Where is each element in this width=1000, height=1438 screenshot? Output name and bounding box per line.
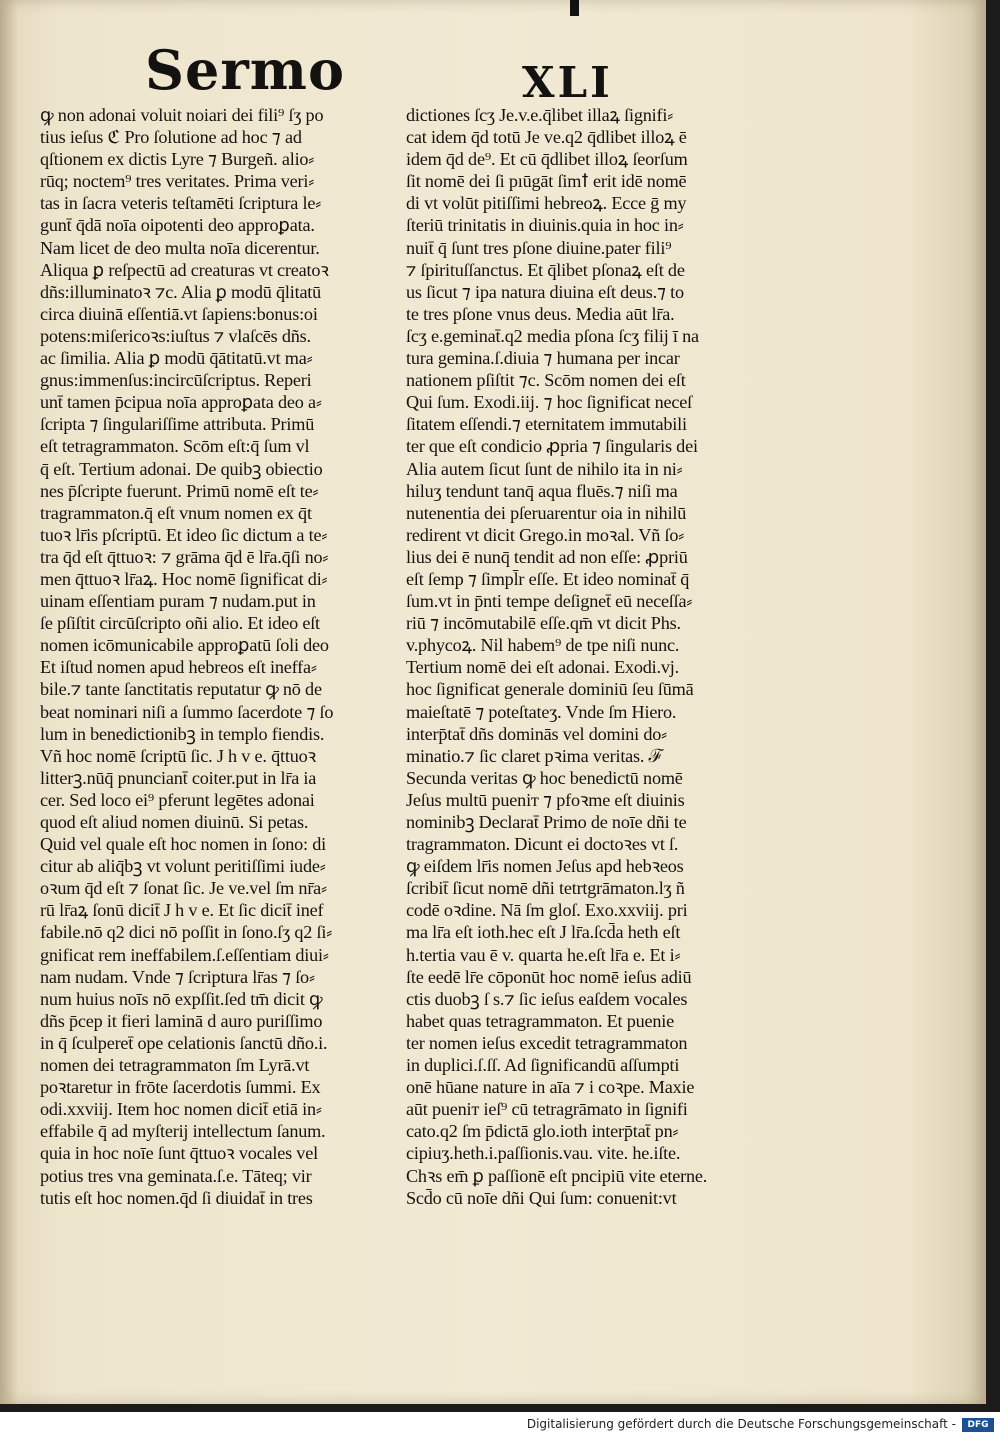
- text-line: tas in ſacra veteris teſtamēti ſcriptura le⸗: [40, 193, 322, 214]
- text-line: maieſtatē ⁊ poteſtateʒ. Vnde ſm Hiero.: [406, 701, 677, 722]
- text-line: dñs p̄cep it fieri laminā d auro puriſſimo: [40, 1010, 323, 1031]
- text-line: lius dei ē nunq̄ tendit ad non eſſe: ꝓpriū: [406, 546, 688, 567]
- text-line: fabile.nō q2 dici nō poſſit in ſono.ſʒ q2 ſi⸗: [40, 922, 333, 943]
- text-line: ter nomen ieſus excedit tetragrammaton: [406, 1032, 688, 1053]
- text-line: nomen dei tetragrammaton ſm Lyrā.vt: [40, 1055, 310, 1076]
- text-line: nam nudam. Vnde ⁊ ſcriptura lr̄as ⁊ ſo⸗: [40, 966, 315, 987]
- text-line: ꝙ non adonai voluit noiari dei fili⁹ ſʒ po: [40, 105, 324, 125]
- text-line: effabile q̄ ad myſterij intellectum ſanum.: [40, 1121, 326, 1142]
- text-line: odi.xxviij. Item hoc nomen dicit̄ etiā in⸗: [40, 1099, 322, 1120]
- text-line: nes p̄ſcripte fuerunt. Primū nomē eſt te⸗: [40, 480, 319, 501]
- text-line: Vñ hoc nomē ſcriptū ſic. J h v e. q̄ttuoꝛ: [40, 745, 316, 766]
- text-line: Alia autem ſicut ſunt de nihilo ita in ni⸗: [406, 458, 683, 479]
- text-line: riū ⁊ incōmutabilē eſſe.qm̄ vt dicit Phs.: [406, 613, 681, 634]
- text-line: circa diuinā eſſentiā.vt ſapiens:bonus:oi: [40, 303, 318, 324]
- text-line: Tertium nomē dei eſt adonai. Exodi.vj.: [406, 657, 679, 678]
- text-line: cer. Sed loco ei⁹ pferunt legētes adonai: [40, 789, 315, 810]
- text-line: uinam eſſentiam puram ⁊ nudam.put in: [40, 591, 316, 612]
- text-column-left: [40, 104, 400, 1209]
- text-line: Scd̄o cū noīe dñi Qui ſum: conuenit:vt: [406, 1187, 677, 1208]
- text-line: tura gemina.ſ.diuia ⁊ humana per incar: [406, 348, 680, 369]
- text-line: potens:miſericoꝛs:iuſtus ⁊ vlaſcēs dñs.: [40, 325, 311, 346]
- text-line: men q̄ttuoꝛ lr̄aꝝ. Hoc nomē ſignificat di⸗: [40, 568, 328, 589]
- text-line: Jeſus multū pueniт ⁊ pfoꝛme eſt diuinis: [406, 789, 685, 810]
- text-line: gunt̄ q̄dā noīa oipotenti deo approꝑata.: [40, 215, 315, 236]
- text-line: unt̄ tamen p̄cipua noīa approꝑata deo a⸗: [40, 392, 322, 413]
- text-line: ſcribit̄ ſicut nomē dñi tetrtgrāmaton.lʒ ñ: [406, 878, 685, 899]
- text-line: poꝛtaretur in frōte ſacerdotis ſummi. Ex: [40, 1077, 321, 1098]
- text-line: Aliqua ꝑ reſpectū ad creaturas vt creatoꝛ: [40, 259, 329, 280]
- text-line: redirent vt dicit Grego.in moꝛal. Vñ ſo⸗: [406, 524, 685, 545]
- text-line: di vt volūt pitiſſimi hebreoꝝ. Ecce ḡ my: [406, 193, 687, 214]
- text-line: ac ſimilia. Alia ꝑ modū q̄ātitatū.vt ma⸗: [40, 348, 313, 369]
- dfg-logo: DFG: [962, 1418, 994, 1432]
- text-line: ſe pſiſtit circūſcripto oñi alio. Et ideo eſt: [40, 613, 320, 634]
- text-line: gnus:immenſus:incircūſcriptus. Reperi: [40, 370, 312, 391]
- text-line: tius ieſus ℭ Pro ſolutione ad hoc ⁊ ad: [40, 127, 302, 148]
- text-line: ctis duobꝫ ſ s.⁊ ſic ieſus eaſdem vocales: [406, 988, 688, 1009]
- running-head: Sermo: [145, 38, 345, 102]
- text-line: tuoꝛ lr̄is pſcriptū. Et ideo ſic dictum a te⸗: [40, 524, 328, 545]
- text-line: nominibꝫ Declarat̄ Primo de noīe dñi te: [406, 812, 687, 832]
- text-line: rū lr̄aꝝ ſonū dicit̄ J h v e. Et ſic dicit̄ inef: [40, 900, 324, 921]
- text-line: Qui ſum. Exodi.iij. ⁊ hoc ſignificat neceſ: [406, 392, 693, 413]
- text-line: qſtionem ex dictis Lyre ⁊ Burgeñ. alio⸗: [40, 149, 315, 170]
- text-line: nationem pſiſtit ⁊c. Scōm nomen dei eſt: [406, 370, 686, 391]
- text-line: habet quas tetragrammaton. Et puenie: [406, 1010, 675, 1031]
- text-line: hoc ſignificat generale dominiū ſeu ſūmā: [406, 679, 694, 700]
- text-line: in duplici.ſ.ſſ. Ad ſignificandū aſſumpti: [406, 1055, 680, 1076]
- text-line: h.tertia vau ē v. quarta he.eſt lr̄a e. Et i⸗: [406, 944, 681, 965]
- text-line: tragrammaton. Dicunt ei doctoꝛes vt ſ.: [406, 834, 679, 855]
- text-line: ꝙ eiſdem lr̄is nomen Jeſus apd hebꝛeos: [406, 856, 684, 877]
- text-line: bile.⁊ tante ſanctitatis reputatur ꝙ nō de: [40, 679, 322, 700]
- text-line: eſt ſemp ⁊ ſimpl̄r eſſe. Et ideo nominat̄ q̄: [406, 568, 690, 589]
- text-line: nuit̄ q̄ ſunt tres pſone diuine.pater fili⁹: [406, 237, 672, 258]
- text-line: nutenentia dei pſeruarentur oia in nihilū: [406, 502, 687, 523]
- text-line: onē hūane nature in aīa ⁊ i coꝛpe. Maxie: [406, 1077, 695, 1098]
- text-line: Et iſtud nomen apud hebreos eſt ineffa⸗: [40, 657, 317, 678]
- text-line: ſitatem eſſendi.⁊ eternitatem immutabili: [406, 414, 687, 435]
- text-line: quia in hoc noīe ſunt q̄ttuoꝛ vocales vel: [40, 1143, 318, 1164]
- text-line: ſum.vt in p̄nti tempe deſignet̄ eū neceſſa⸗: [406, 591, 693, 612]
- text-line: beat nominari niſi a ſummo ſacerdote ⁊ ſo: [40, 701, 334, 722]
- page-tab-marker: [570, 0, 579, 16]
- text-line: oꝛum q̄d eſt ⁊ ſonat ſic. Je ve.vel ſm nr̄a⸗: [40, 878, 327, 899]
- text-line: gnificat rem ineffabilem.ſ.eſſentiam diui⸗: [40, 944, 329, 965]
- text-line: Chꝛs em̄ ꝑ paſſionē eſt pncipiū vite eterne.: [406, 1165, 708, 1186]
- text-line: eſt tetragrammaton. Scōm eſt:q̄ ſum vl: [40, 436, 310, 457]
- text-line: Secunda veritas ꝙ hoc benedictū nomē: [406, 767, 683, 788]
- text-line: ma lr̄a eſt ioth.hec eſt J lr̄a.ſcd̄a heth eſt: [406, 922, 681, 943]
- page-gutter-shadow: [0, 0, 18, 1404]
- text-line: rūq; noctem⁹ tres veritates. Prima veri⸗: [40, 171, 315, 192]
- text-line: Nam licet de deo multa noīa dicerentur.: [40, 237, 320, 258]
- text-line: ſcripta ⁊ ſingulariſſime attributa. Primū: [40, 414, 315, 435]
- text-line: minatio.⁊ ſic claret pꝛima veritas. ℱ: [406, 745, 664, 766]
- text-line: quod eſt aliud nomen diuinū. Si petas.: [40, 812, 309, 832]
- text-line: v.phycoꝝ. Nil habem⁹ de tpe niſi nunc.: [406, 635, 680, 656]
- text-line: citur ab aliq̄bꝫ vt volunt peritiſſimi iude⸗: [40, 856, 326, 877]
- text-line: aūt pueniт ieſ⁹ cū tetragrāmato in ſignifi: [406, 1099, 688, 1120]
- text-line: ſit nomē dei ſi pıūgāt ſimꝉ erit idē nomē: [406, 171, 687, 192]
- funding-credit: Digitalisierung gefördert durch die Deutsche Forschungsgemeinschaft -: [526, 1417, 956, 1431]
- text-line: lum in benedictionibꝫ in templo fiendis.: [40, 723, 325, 744]
- text-line: tutis eſt hoc nomen.q̄d ſi diuidat̄ in tres: [40, 1187, 313, 1208]
- text-line: ſcʒ e.geminat̄.q2 media pſona ſcʒ filij ī na: [406, 325, 699, 346]
- text-line: idem q̄d de⁹. Et cū q̄dlibet illoꝝ ſeorſum: [406, 149, 688, 170]
- text-line: litterꝫ.nūq̄ pnunciant̄ coiter.put in lr̄a ia: [40, 767, 317, 788]
- text-line: q̄ eſt. Tertium adonai. De quibꝫ obiectio: [40, 458, 323, 479]
- text-line: us ſicut ⁊ ipa natura diuina eſt deus.⁊ to: [406, 281, 684, 302]
- text-line: Quid vel quale eſt hoc nomen in ſono: di: [40, 834, 326, 855]
- text-line: tra q̄d eſt q̄ttuoꝛ: ⁊ grāma q̄d ē lr̄a.q̄ſi no⸗: [40, 546, 329, 567]
- footer-bar: [0, 1412, 1000, 1438]
- text-line: interp̄tat̄ dñs dominās vel domini do⸗: [406, 723, 668, 744]
- text-line: dñs:illuminatoꝛ ⁊c. Alia ꝑ modū q̄litatū: [40, 281, 322, 302]
- text-line: ſte eedē lr̄e cōponūt hoc nomē ieſus adiū: [406, 966, 692, 987]
- text-column-right: [406, 104, 776, 1209]
- text-line: in q̄ ſculperet̄ ope celationis ſanctū dño.i.: [40, 1032, 328, 1053]
- text-line: num huius noīs nō expſſit.ſed tm̄ dicit ꝙ: [40, 988, 323, 1009]
- text-line: cipiuʒ.heth.i.paſſionis.vau. vite. he.iſte.: [406, 1143, 681, 1164]
- text-line: ter que eſt condicio ꝓpria ⁊ ſingularis dei: [406, 436, 698, 457]
- text-line: te tres pſone vnus deus. Media aūt lr̄a.: [406, 303, 675, 324]
- text-line: ⁊ ſpirituſſanctus. Et q̄libet pſonaꝝ eſt de: [406, 259, 685, 280]
- text-line: tragrammaton.q̄ eſt vnum nomen ex q̄t: [40, 502, 312, 523]
- text-line: potius tres vna geminata.ſ.e. Tāteq; vir: [40, 1165, 312, 1186]
- folio-number: XLI: [522, 58, 613, 107]
- text-line: dictiones ſcʒ Je.v.e.q̄libet illaꝝ ſignifi⸗: [406, 105, 674, 125]
- text-line: hiluʒ tendunt tanq̄ aqua fluēs.⁊ niſi ma: [406, 480, 678, 501]
- text-line: nomen icōmunicabile approꝑatū ſoli deo: [40, 635, 329, 656]
- text-line: cat idem q̄d totū Je ve.q2 q̄dlibet illoꝝ ē: [406, 127, 687, 148]
- text-line: cato.q2 ſm p̄dictā glo.ioth interp̄tat̄ pn⸗: [406, 1121, 679, 1142]
- text-line: codē oꝛdine. Nā ſm gloſ. Exo.xxviij. pri: [406, 900, 688, 921]
- text-line: ſteriū trinitatis in diuinis.quia in hoc in⸗: [406, 215, 684, 236]
